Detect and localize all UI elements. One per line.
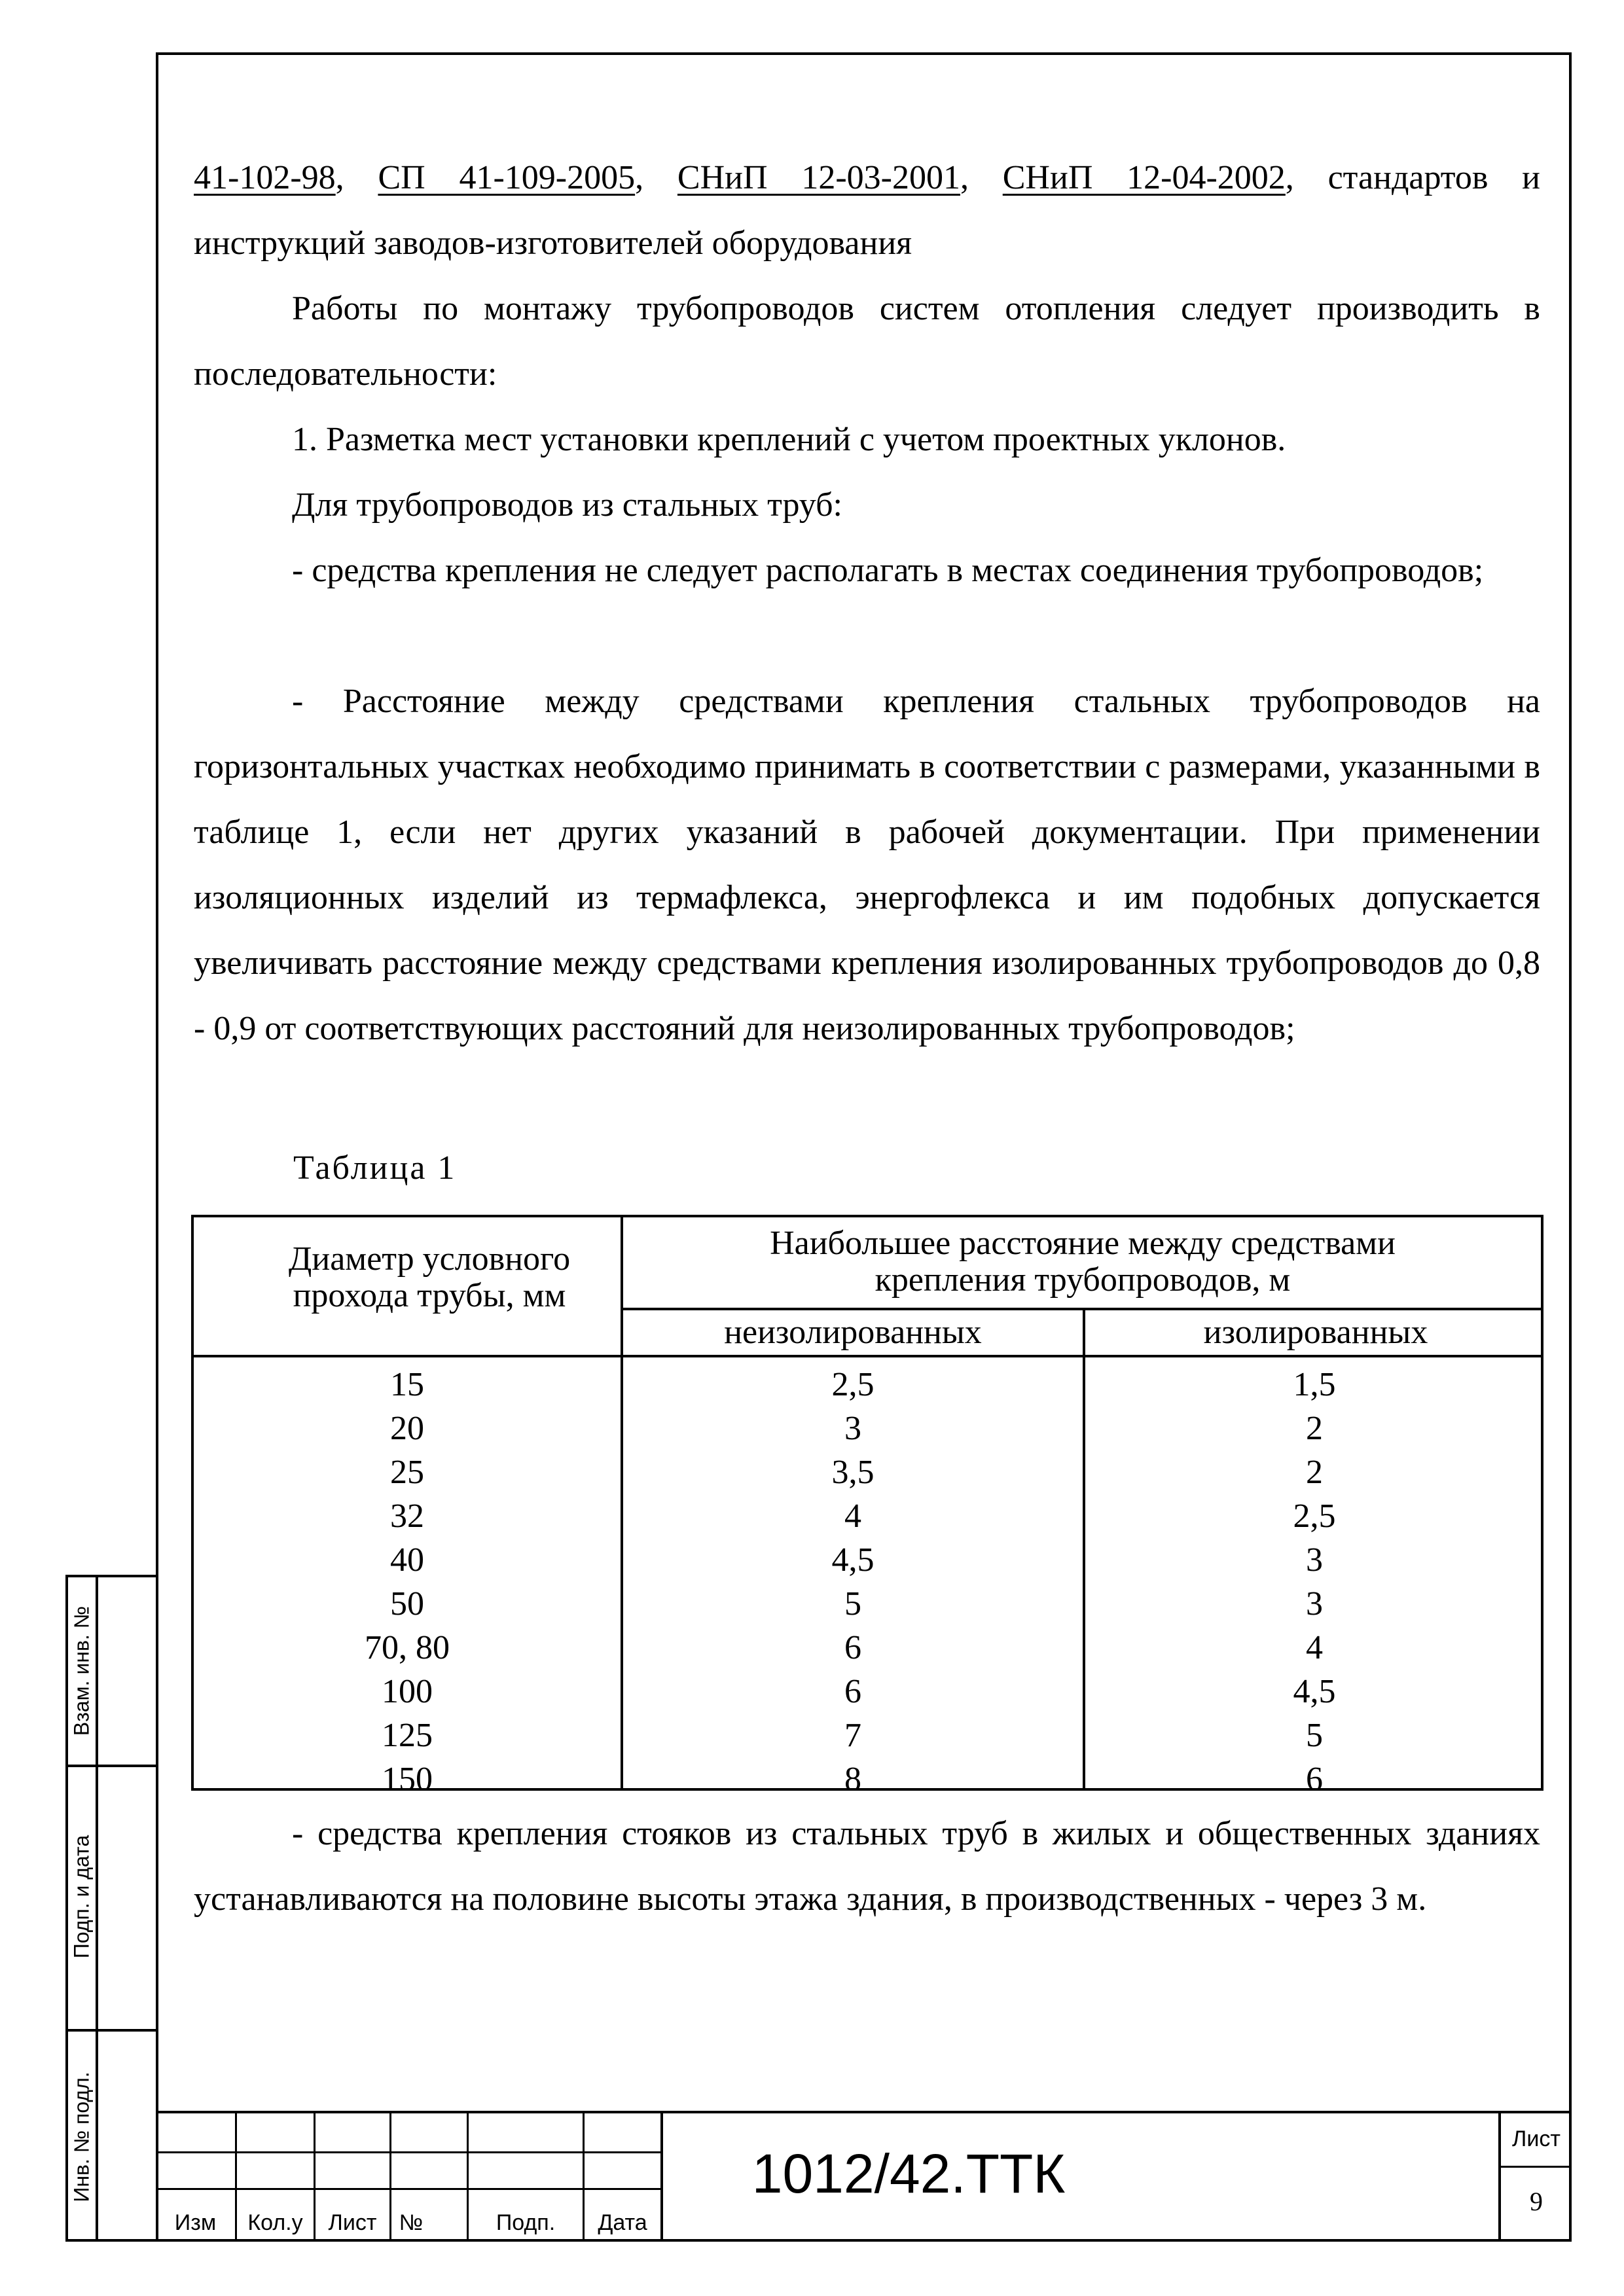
table-cell: 150 [382,1761,433,1798]
title-block [156,2111,1572,2242]
table-cell: 6 [844,1673,861,1710]
table-cell: 50 [390,1585,424,1623]
stamp-divider [96,1577,98,2239]
table-cell: 5 [844,1585,861,1623]
table-cell: 15 [390,1366,424,1403]
column-uninsulated [623,1363,1083,1801]
left-stamp [65,1575,156,2242]
stamp-sheet-label: Лист [328,2210,377,2235]
table-divider [621,1308,1541,1310]
stamp-change-label: Изм [174,2210,217,2235]
stamp-quantity-label: Кол.у [247,2210,303,2235]
stamp-divider [68,1765,156,1767]
table-cell: 100 [382,1673,433,1710]
paragraph-spacing-rule: - Расстояние между средствами крепления стальных трубопроводов на горизонтальных участках необходимо принимать в соответствии с размерами, указанными в таблице 1, если нет других указаний в рабочей документации. При применении изоляционных изделий из термафлекса, энергофлекса и им подобных допускается увеличивать расстояние между средствами крепления изолированных трубопроводов до 0,8 - 0,9 от соответствующих расстояний для неизолированных трубопроводов; [194,683,1540,1047]
table-divider [194,1355,1541,1357]
ref-link: СНиП 12-03-2001 [677,159,960,196]
ref-link: 41-102-98 [194,159,336,196]
header-insulated: изолированных [1203,1314,1428,1351]
paragraph-sequence: Работы по монтажу трубопроводов систем отопления следует производить в последовательности: [194,290,1540,393]
table-cell: 3 [1306,1585,1323,1623]
table-cell: 4,5 [1293,1673,1336,1710]
table-cell: 6 [1306,1761,1323,1798]
table-cell: 2,5 [1293,1498,1336,1535]
paragraph-step-1: 1. Разметка мест установки креплений с учетом проектных уклонов. [292,421,1286,458]
stamp-original-inv: Инв. № подл. [69,2072,94,2202]
header-uninsulated: неизолированных [724,1314,982,1351]
stamp-date-label: Дата [598,2210,647,2235]
table-cell: 70, 80 [365,1629,450,1666]
paragraph-line: инструкций заводов-изготовителей оборудования [194,224,912,262]
stamp-divider [68,2029,156,2032]
sheet-number: 9 [1530,2187,1543,2216]
table-cell: 2 [1306,1410,1323,1447]
paragraph-fastening-rule: - средства крепления не следует располагать в местах соединения трубопроводов; [292,552,1484,589]
stamp-doc-number-label: № [399,2210,424,2235]
table-cell: 32 [390,1498,424,1535]
table-cell: 3 [844,1410,861,1447]
table-cell: 40 [390,1541,424,1579]
table-cell: 20 [390,1410,424,1447]
table-cell: 1,5 [1293,1366,1336,1403]
table-cell: 7 [844,1717,861,1754]
table-cell: 4 [1306,1629,1323,1666]
table-cell: 4 [844,1498,861,1535]
header-diameter: Диаметр условного прохода трубы, мм [288,1240,571,1314]
stamp-divider [156,2111,1572,2113]
stamp-replacement-inv: Взам. инв. № [69,1605,94,1736]
table-cell: 6 [844,1629,861,1666]
stamp-divider [1498,2166,1572,2168]
table-cell: 2,5 [831,1366,875,1403]
ref-link: СП 41-109-2005 [378,159,636,196]
sheet-label: Лист [1512,2126,1561,2151]
stamp-signature-label: Подп. [496,2210,556,2235]
table-cell: 3 [1306,1541,1323,1579]
column-insulated [1085,1363,1543,1801]
stamp-signature-date: Подп. и дата [69,1835,94,1959]
document-code: 1012/42.ТТК [751,2143,1066,2204]
table-cell: 4,5 [831,1541,875,1579]
paragraph-risers: - средства крепления стояков из стальных труб в жилых и общественных зданиях устанавливаются на половине высоты этажа здания, в производственных - через 3 м. [194,1815,1540,1918]
table-cell: 125 [382,1717,433,1754]
header-max-distance: Наибольшее расстояние между средствами крепления трубопроводов, м [770,1225,1396,1299]
table-cell: 8 [844,1761,861,1798]
support-spacing-table [191,1215,1543,1798]
column-diameter [194,1363,621,1801]
ref-link: СНиП 12-04-2002 [1002,159,1286,196]
table-caption: Таблица 1 [293,1149,457,1187]
paragraph-standards: 41-102-98, СП 41-109-2005, СНиП 12-03-2001, СНиП 12-04-2002, стандартов и инструкций заводов-изготовителей оборудования [194,145,1540,276]
table-cell: 2 [1306,1454,1323,1491]
table-cell: 5 [1306,1717,1323,1754]
table-cell: 25 [390,1454,424,1491]
paragraph-steel-pipes: Для трубопроводов из стальных труб: [292,486,842,524]
table-cell: 3,5 [831,1454,875,1491]
